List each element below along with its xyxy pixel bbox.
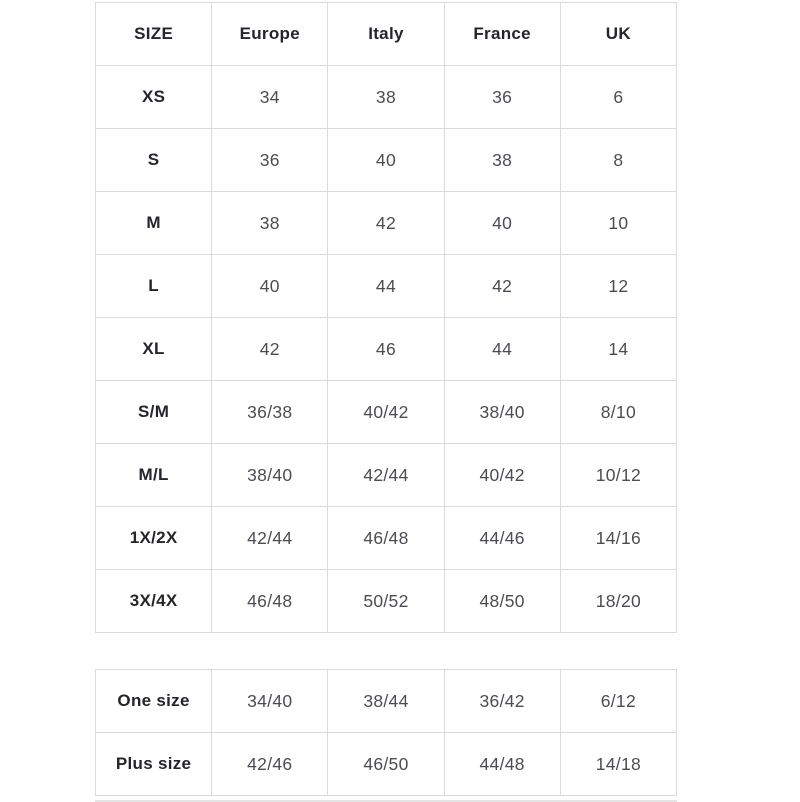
value-cell: 48/50 xyxy=(444,570,560,633)
value-cell: 38 xyxy=(212,192,328,255)
value-cell: 38/40 xyxy=(212,444,328,507)
value-cell: 40 xyxy=(444,192,560,255)
value-cell: 10/12 xyxy=(560,444,676,507)
value-cell: 46/50 xyxy=(328,733,444,796)
table-row-3x-4x xyxy=(96,570,677,633)
row-label: 3X/4X xyxy=(96,570,212,633)
table-row-one-size xyxy=(96,670,677,733)
value-cell: 36 xyxy=(212,129,328,192)
table-row-1x-2x xyxy=(96,507,677,570)
header-cell-size: SIZE xyxy=(96,3,212,66)
value-cell: 40/42 xyxy=(444,444,560,507)
value-cell: 40 xyxy=(328,129,444,192)
value-cell: 44/46 xyxy=(444,507,560,570)
value-cell: 14/16 xyxy=(560,507,676,570)
table-row-plus-size xyxy=(96,733,677,796)
value-cell: 10 xyxy=(560,192,676,255)
table-row-m xyxy=(96,192,677,255)
value-cell: 14/18 xyxy=(560,733,676,796)
value-cell: 18/20 xyxy=(560,570,676,633)
special-sizes-table-body xyxy=(96,670,677,796)
value-cell: 46 xyxy=(328,318,444,381)
value-cell: 38 xyxy=(328,66,444,129)
value-cell: 12 xyxy=(560,255,676,318)
row-label: M/L xyxy=(96,444,212,507)
header-row xyxy=(96,3,677,66)
row-label: XS xyxy=(96,66,212,129)
header-cell-europe: Europe xyxy=(212,3,328,66)
value-cell: 34/40 xyxy=(212,670,328,733)
value-cell: 44 xyxy=(444,318,560,381)
value-cell: 36/38 xyxy=(212,381,328,444)
value-cell: 38/40 xyxy=(444,381,560,444)
table-row-l xyxy=(96,255,677,318)
value-cell: 6 xyxy=(560,66,676,129)
header-cell-france: France xyxy=(444,3,560,66)
special-sizes-table xyxy=(95,669,677,796)
row-label: 1X/2X xyxy=(96,507,212,570)
value-cell: 50/52 xyxy=(328,570,444,633)
value-cell: 42 xyxy=(444,255,560,318)
row-label: XL xyxy=(96,318,212,381)
value-cell: 44 xyxy=(328,255,444,318)
header-cell-italy: Italy xyxy=(328,3,444,66)
value-cell: 14 xyxy=(560,318,676,381)
row-label: S xyxy=(96,129,212,192)
row-label: Plus size xyxy=(96,733,212,796)
table-row-xl xyxy=(96,318,677,381)
header-cell-uk: UK xyxy=(560,3,676,66)
value-cell: 46/48 xyxy=(212,570,328,633)
table-row-xs xyxy=(96,66,677,129)
size-table-header xyxy=(96,3,677,66)
value-cell: 42 xyxy=(212,318,328,381)
value-cell: 8/10 xyxy=(560,381,676,444)
value-cell: 46/48 xyxy=(328,507,444,570)
value-cell: 6/12 xyxy=(560,670,676,733)
value-cell: 36/42 xyxy=(444,670,560,733)
size-table-body xyxy=(96,66,677,633)
size-conversion-table xyxy=(95,2,677,633)
row-label: M xyxy=(96,192,212,255)
row-label: L xyxy=(96,255,212,318)
row-label: One size xyxy=(96,670,212,733)
value-cell: 42 xyxy=(328,192,444,255)
row-label: S/M xyxy=(96,381,212,444)
value-cell: 42/44 xyxy=(212,507,328,570)
value-cell: 34 xyxy=(212,66,328,129)
value-cell: 44/48 xyxy=(444,733,560,796)
value-cell: 8 xyxy=(560,129,676,192)
value-cell: 42/46 xyxy=(212,733,328,796)
value-cell: 40 xyxy=(212,255,328,318)
value-cell: 42/44 xyxy=(328,444,444,507)
table-row-s-m xyxy=(96,381,677,444)
table-row-s xyxy=(96,129,677,192)
value-cell: 36 xyxy=(444,66,560,129)
table-row-m-l xyxy=(96,444,677,507)
size-chart-section xyxy=(95,2,677,802)
value-cell: 38 xyxy=(444,129,560,192)
value-cell: 38/44 xyxy=(328,670,444,733)
value-cell: 40/42 xyxy=(328,381,444,444)
